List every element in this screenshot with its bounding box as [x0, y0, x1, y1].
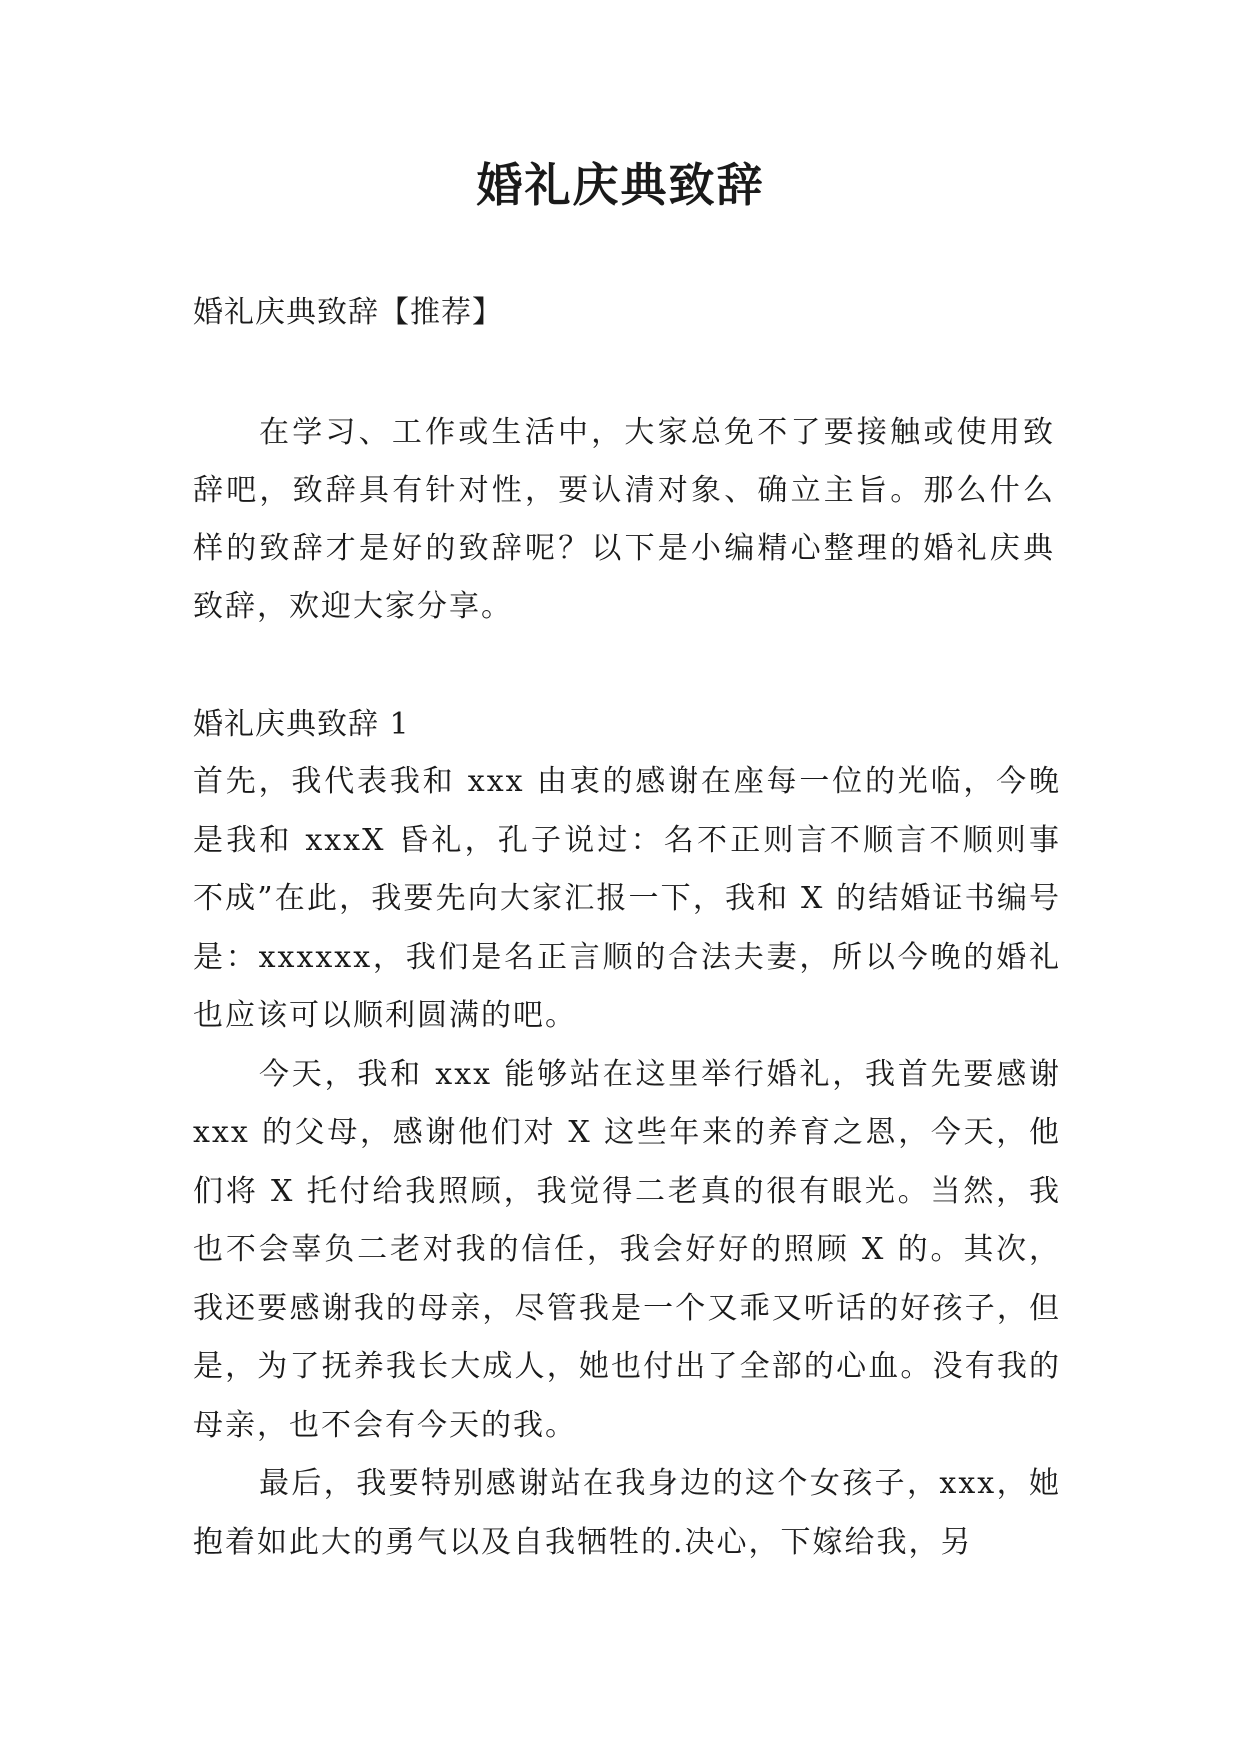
document-subtitle: 婚礼庆典致辞【推荐】 — [193, 295, 503, 330]
intro-paragraph: 在学习、工作或生活中，大家总免不了要接触或使用致辞吧，致辞具有针对性，要认清对象、确立主旨。那么什么样的致辞才是好的致辞呢？以下是小编精心整理的婚礼庆典致辞，欢迎大家分享。 — [193, 415, 1055, 624]
body-paragraph-1: 首先，我代表我和 xxx 由衷的感谢在座每一位的光临，今晚是我和 xxxX 昏礼，孔子说过：名不正则言不顺言不顺则事不成”在此，我要先向大家汇报一下，我和 X 的结婚证书编号是：xxxxxx，我们是名正言顺的合法夫妻，所以今晚的婚礼也应该可以顺利圆满的吧。 — [193, 764, 1061, 1033]
body-paragraph-2: 今天，我和 xxx 能够站在这里举行婚礼，我首先要感谢 xxx 的父母，感谢他们对 X 这些年来的养育之恩，今天，他们将 X 托付给我照顾，我觉得二老真的很有眼光。当然，我也不会辜负二老对我的信任，我会好好的照顾 X 的。其次，我还要感谢我的母亲，尽管我是一个又乖又听话的好孩子，但是，为了抚养我长大成人，她也付出了全部的心血。没有我的母亲，也不会有今天的我。 — [193, 1056, 1061, 1443]
section-body — [193, 753, 1061, 1572]
document-title: 婚礼庆典致辞 — [476, 158, 765, 212]
section-heading: 婚礼庆典致辞 1 — [193, 707, 410, 742]
body-paragraph-3: 最后，我要特别感谢站在我身边的这个女孩子，xxx，她抱着如此大的勇气以及自我牺牲的.决心，下嫁给我，另 — [193, 1466, 1061, 1560]
